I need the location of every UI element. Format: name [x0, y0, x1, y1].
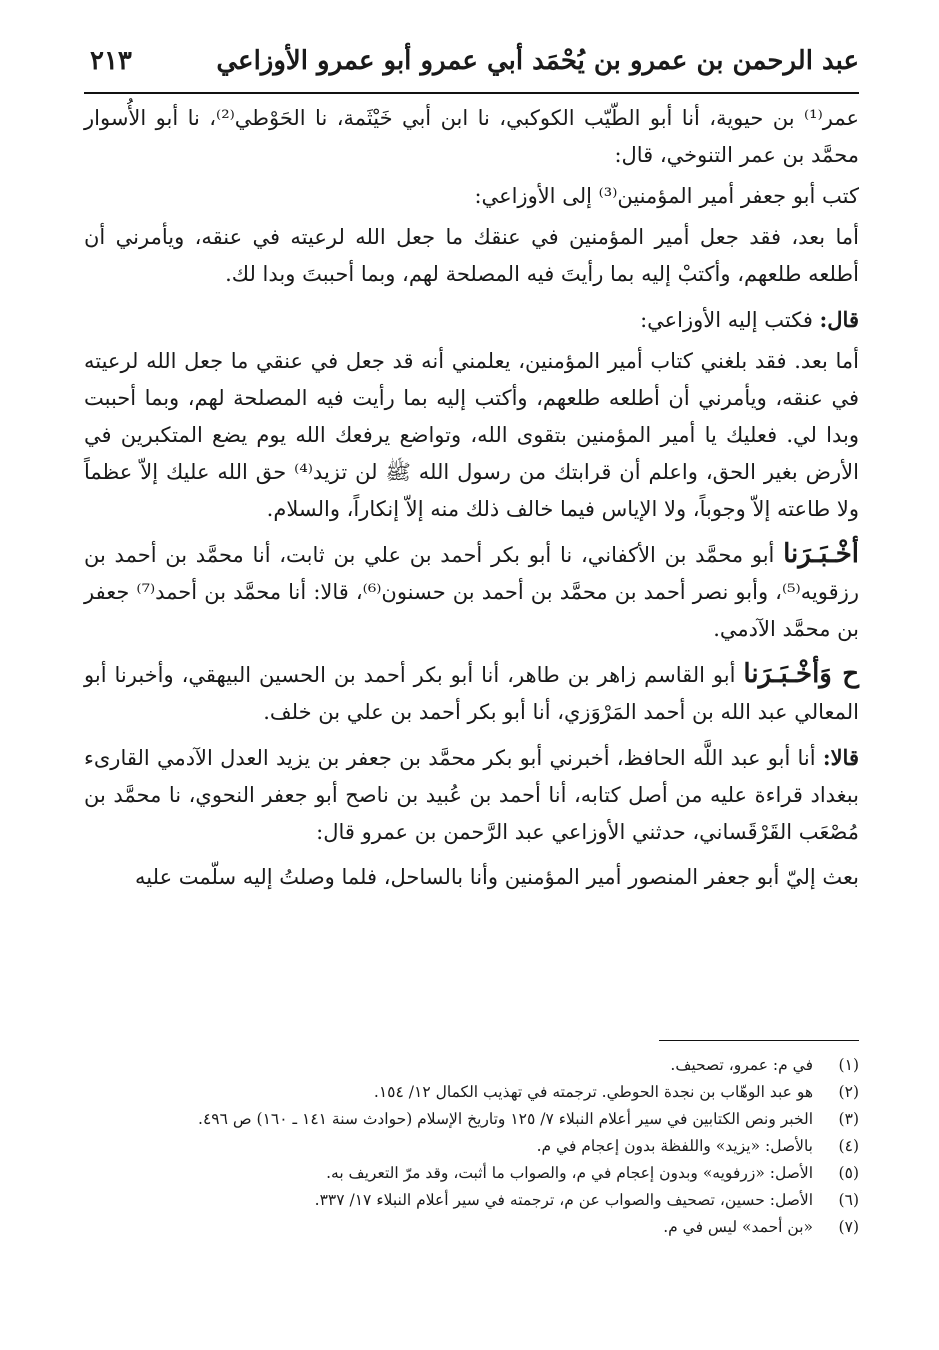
footnotes — [84, 1052, 859, 1241]
footnote-number: (٧) — [838, 1218, 859, 1236]
footnote-item — [84, 1052, 859, 1079]
lead-word-akhbarana: أخْـبَـرَنا — [783, 539, 859, 569]
footnote-item — [84, 1160, 859, 1187]
page-header — [84, 40, 859, 94]
isnad-4-text: أنا أبو عبد اللَّه الحافظ، أخبرني أبو بكر محمَّد بن جعفر بن يزيد العدل الآدمي القارىء ببغداد قراءة عليه من أصل كتابه، أنا أحمد بن عُبيد بن ناصح أبو جعفر النحوي، نا محمَّد بن مُصْعَب القَرْقَساني، حدثني الأوزاعي عبد الرَّحمن بن عمرو قال: — [84, 746, 859, 844]
paragraph-letter-intro: كتب أبو جعفر أمير المؤمنين⁽³⁾ إلى الأوزاعي: — [474, 184, 859, 208]
footnote-text: في م: عمرو، تصحيف. — [670, 1056, 813, 1074]
footnote-text: «بن أحمد» ليس في م. — [663, 1218, 813, 1236]
paragraph-awzai-letter: أما بعد. فقد بلغني كتاب أمير المؤمنين، يعلمني أنه قد جعل في عنقي ما جعل الله لرعيته في عنقه، ويأمرني أن أطلعه طلعهم، وأكتب إليه بما رأيت فيه المصلحة لهم، وبما أحببت وبدا لي. فعليك يا أمير المؤمنين بتقوى الله، وتواضع يرفعك الله يوم يضع المتكبرين في الأرض بغير الحق، واعلم أن قرابتك من رسول الله ﷺ لن تزيد⁽⁴⁾ حق الله عليك إلاّ عظماً ولا طاعته إلاّ وجوباً، ولا الإياس فيما خالف ذلك منه إلاّ إنكاراً، والسلام. — [84, 349, 859, 521]
footnote-text: الأصل: حسين، تصحيف والصواب عن م، ترجمته في سير أعلام النبلاء ١٧/ ٣٣٧. — [314, 1191, 813, 1209]
footnote-item — [84, 1187, 859, 1214]
isnad-2-text: أبو محمَّد بن الأكفاني، نا أبو بكر أحمد بن علي بن ثابت، أنا محمَّد بن أحمد بن رزقويه⁽⁵⁾، وأبو نصر أحمد بن محمَّد بن أحمد بن حسنون⁽⁶⁾، قالا: أنا محمَّد بن أحمد⁽⁷⁾ جعفر بن محمَّد الآدمي. — [84, 543, 859, 641]
lead-word-qala: قالا: — [822, 745, 859, 770]
footnote-number: (٥) — [838, 1164, 859, 1182]
footnote-text: الخبر ونص الكتابين في سير أعلام النبلاء ٧/ ١٢٥ وتاريخ الإسلام (حوادث سنة ١٤١ ـ ١٦٠) ص ٤٩٦. — [198, 1110, 813, 1128]
paragraph-isnad-1: عمر⁽¹⁾ بن حيوية، أنا أبو الطّيّب الكوكبي، نا ابن أبي خَيْثَمة، نا الحَوْطي⁽²⁾، نا أبو الأُسوار محمَّد بن عمر التنوخي، قال: — [84, 106, 860, 167]
lead-word-wa-akhbarana: ح وَأخْـبَـرَنا — [743, 659, 859, 689]
footnote-number: (٣) — [838, 1110, 859, 1128]
lead-word-qal: قال: — [819, 307, 859, 332]
running-title: عبد الرحمن بن عمرو بن يُحْمَد أبي عمرو أبو عمرو الأوزاعي — [216, 46, 859, 76]
page-number: ٢١٣ — [90, 46, 132, 76]
footnote-item — [84, 1133, 859, 1160]
footnote-number: (٢) — [838, 1083, 859, 1101]
footnote-item — [84, 1079, 859, 1106]
footnote-item — [84, 1106, 859, 1133]
footnote-number: (٦) — [838, 1191, 859, 1209]
paragraph-isnad-2 — [84, 536, 859, 648]
footnote-text: بالأصل: «يزيد» واللفظة بدون إعجام في م. — [536, 1137, 813, 1155]
paragraph-reply-intro — [84, 301, 859, 339]
reply-intro-text: فكتب إليه الأوزاعي: — [640, 308, 820, 332]
paragraph-isnad-3 — [84, 656, 859, 731]
main-text — [84, 100, 859, 904]
footnote-number: (١) — [838, 1056, 859, 1074]
paragraph-caliph-letter: أما بعد، فقد جعل أمير المؤمنين في عنقك ما جعل الله لرعيته في عنقه، ويأمرني أن أطلعه طلعهم، وأكتبْ إليه بما رأيتَ فيه المصلحة لهم، وبما أحببتَ وبدا لك. — [84, 225, 859, 286]
footnote-text: هو عبد الوهّاب بن نجدة الحوطي. ترجمته في تهذيب الكمال ١٢/ ١٥٤. — [373, 1083, 813, 1101]
footnote-number: (٤) — [838, 1137, 859, 1155]
footnote-text: الأصل: «زرفويه» وبدون إعجام في م، والصواب ما أثبت، وقد مرّ التعريف به. — [326, 1164, 813, 1182]
isnad-3-text: أبو القاسم زاهر بن طاهر، أنا أبو بكر أحمد بن الحسين البيهقي، وأخبرنا أبو المعالي عبد الله بن أحمد المَرْوَزي، أنا أبو بكر أحمد بن علي بن خلف. — [84, 663, 859, 724]
paragraph-isnad-4 — [84, 739, 859, 851]
paragraph-narrative: بعث إليّ أبو جعفر المنصور أمير المؤمنين وأنا بالساحل، فلما وصلتُ إليه سلّمت عليه — [135, 865, 859, 889]
footnote-divider — [659, 1040, 859, 1041]
footnote-item — [84, 1214, 859, 1241]
